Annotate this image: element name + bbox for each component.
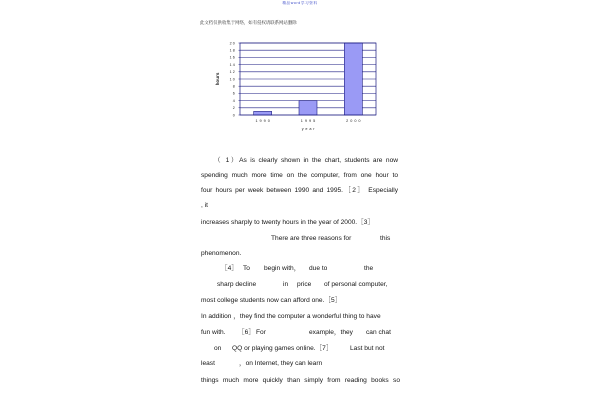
y-tick-label: 18 <box>229 48 236 53</box>
y-tick-label: 6 <box>232 91 236 96</box>
essay-line-13-part: on <box>214 344 222 352</box>
copyright-notice: 此文档仅供收集于网络，如有侵权请联系网站删除 <box>200 19 297 25</box>
essay-line-8-part: begin with， <box>264 264 301 272</box>
y-axis-label: hours <box>215 72 220 86</box>
essay-line-11: In addition ，they find the computer a wonderful thing to have <box>201 312 381 320</box>
essay-line-9-part: sharp decline <box>217 280 257 288</box>
essay-line-1: （ 1）As is clearly shown in the chart, students are now <box>214 156 398 164</box>
essay-line-12-part: ［6］ <box>238 328 255 336</box>
essay-line-8-part: due to <box>309 264 328 272</box>
y-tick-label: 14 <box>229 62 236 67</box>
essay-line-12-part: fun with. <box>201 328 226 336</box>
x-axis-label: year <box>301 127 317 131</box>
essay-line-12-part: For <box>256 328 266 336</box>
y-tick-label: 12 <box>229 70 236 75</box>
x-tick-label: 1990 <box>255 119 272 123</box>
essay-line-7: phenomenon. <box>201 249 242 257</box>
essay-line-3: four hours per week between 1990 and 1995.［2］ Especially <box>201 186 398 194</box>
y-tick-label: 2 <box>232 106 236 111</box>
bar-2000 <box>344 43 362 115</box>
essay-line-2: spending much more time on the computer, from one hour to <box>201 171 398 179</box>
essay-line-12-part: example，they <box>309 328 353 336</box>
essay-line-13-part: Last but not <box>350 344 385 352</box>
essay-line-9-part: in <box>283 280 289 288</box>
essay-line-14-part: least <box>201 359 215 367</box>
essay-line-13-part: QQ or playing games online.［7］ <box>232 344 333 352</box>
x-tick-label: 1995 <box>300 119 318 123</box>
essay-line-5: increases sharply to twenty hours in the year of 2000.［3］ <box>201 218 374 226</box>
essay-line-10: most college students now can afford one.［5］ <box>201 296 342 304</box>
bar-1990 <box>254 111 272 115</box>
page-watermark: 精品word学习资料 <box>282 1 318 5</box>
essay-line-9-part: of personal computer, <box>324 280 388 288</box>
essay-line-14-part: ，on Internet, they can learn <box>239 359 323 367</box>
y-tick-label: 4 <box>232 98 236 103</box>
essay-line-6-part: this <box>380 234 391 242</box>
essay-line-8-part: the <box>364 264 374 272</box>
x-tick-label: 2000 <box>346 119 363 123</box>
essay-line-9-part: price <box>297 280 312 288</box>
essay-line-8-part: ［4］ <box>221 264 238 272</box>
essay-line-6-part: There are three reasons for <box>271 234 352 242</box>
bar-chart <box>210 34 390 134</box>
y-tick-label: 20 <box>229 41 236 46</box>
y-tick-label: 8 <box>232 84 236 89</box>
y-tick-label: 10 <box>229 77 236 82</box>
y-tick-label: 16 <box>229 55 236 60</box>
y-tick-label: 0 <box>232 113 236 118</box>
essay-line-4: , it <box>201 201 208 209</box>
essay-line-8-part: To <box>243 264 250 272</box>
essay-line-12-part: can chat <box>366 328 391 336</box>
essay-line-15: things much more quickly than simply from reading books so <box>201 376 400 384</box>
bar-1995 <box>299 101 317 115</box>
